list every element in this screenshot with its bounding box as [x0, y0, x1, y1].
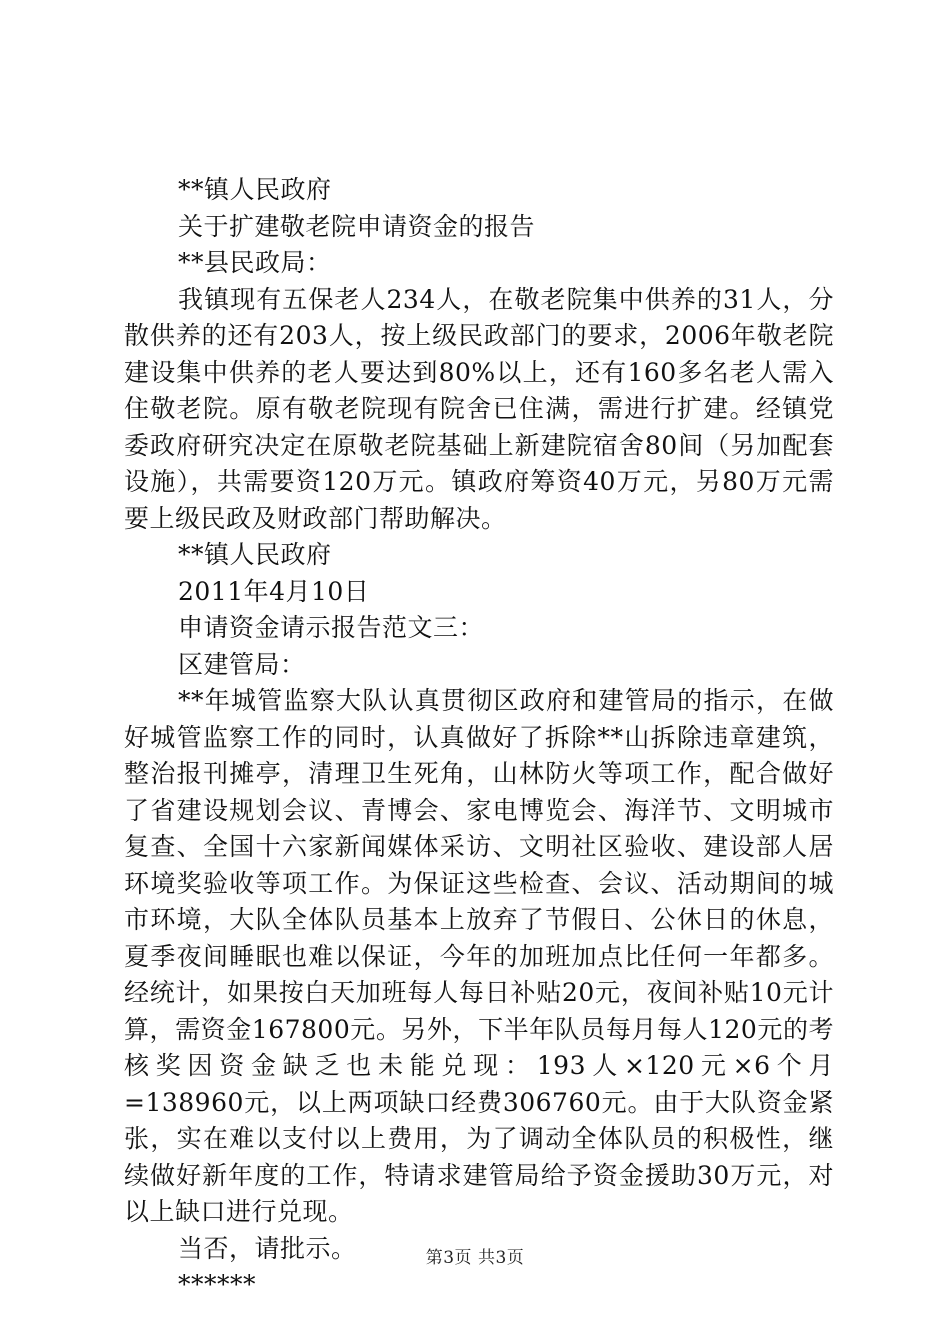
- section-heading-2: 申请资金请示报告范文三：: [178, 613, 485, 642]
- date-1: 2011年4月10日: [178, 576, 370, 606]
- signature-1: **镇人民政府: [178, 540, 332, 569]
- sender-top: **镇人民政府: [178, 175, 332, 204]
- report-title: 关于扩建敬老院申请资金的报告: [178, 211, 536, 241]
- recipient-2: 区建管局：: [178, 649, 306, 679]
- document-body: [124, 172, 834, 1304]
- page-footer: 第3页 共3页: [425, 1248, 525, 1268]
- body-paragraph-1: 我镇现有五保老人234人，在敬老院集中供养的31人，分散供养的还有203人，按上级民政部门的要求，2006年敬老院建设集中供养的老人要达到80%以上，还有160多名老人需入住敬老院。原有敬老院现有院舍已住满，需进行扩建。经镇党委政府研究决定在原敬老院基础上新建院宿舍80间（另加配套设施），共需要资120万元。镇政府筹资40万元，另80万元需要上级民政及财政部门帮助解决。: [124, 284, 834, 533]
- signature-2: ******: [178, 1270, 256, 1299]
- closing-line: 当否，请批示。: [178, 1233, 357, 1263]
- recipient-1: **县民政局：: [178, 248, 332, 277]
- body-paragraph-2: **年城管监察大队认真贯彻区政府和建管局的指示，在做好城管监察工作的同时，认真做好了拆除**山拆除违章建筑，整治报刊摊亭，清理卫生死角，山林防火等项工作，配合做好了省建设规划会议、青博会、家电博览会、海洋节、文明城市复查、全国十六家新闻媒体采访、文明社区验收、建设部人居环境奖验收等项工作。为保证这些检查、会议、活动期间的城市环境，大队全体队员基本上放弃了节假日、公休日的休息，夏季夜间睡眠也难以保证，今年的加班加点比任何一年都多。经统计，如果按白天加班每人每日补贴20元，夜间补贴10元计算，需资金167800元。另外，下半年队员每月每人120元的考核奖因资金缺乏也未能兑现：193人×120元×6个月=138960元，以上两项缺口经费306760元。由于大队资金紧张，实在难以支付以上费用，为了调动全体队员的积极性，继续做好新年度的工作，特请求建管局给予资金援助30万元，对以上缺口进行兑现。: [124, 686, 834, 1226]
